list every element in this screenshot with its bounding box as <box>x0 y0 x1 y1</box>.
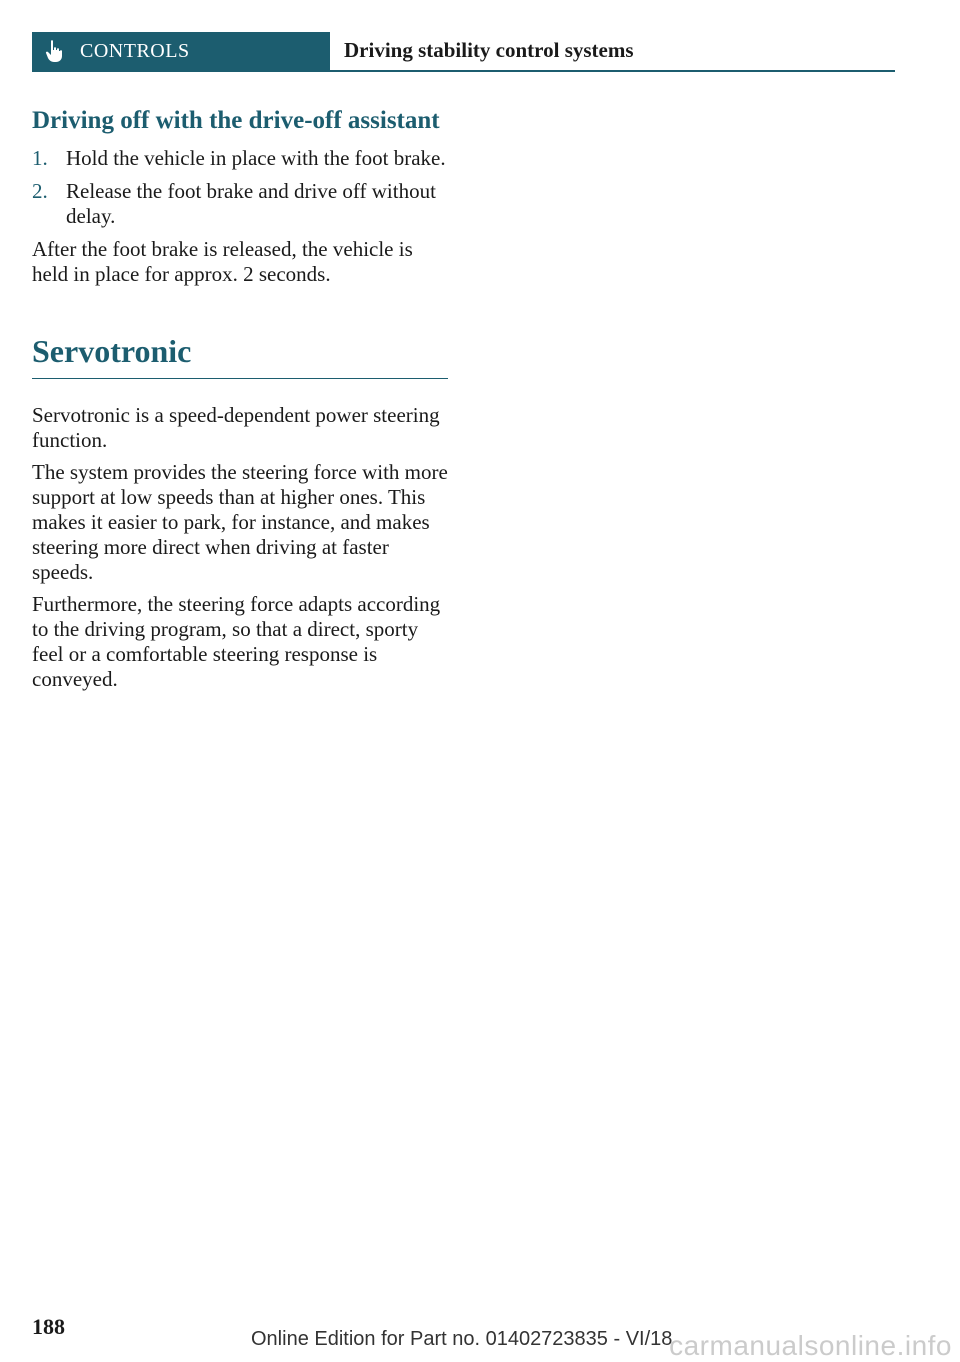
step-text: Release the foot brake and drive off without delay. <box>66 179 436 228</box>
edition-note: Online Edition for Part no. 01402723835 - VI/18 <box>251 1328 673 1350</box>
step-number: 1. <box>32 146 48 170</box>
step-text: Hold the vehicle in place with the foot brake. <box>66 146 446 170</box>
list-item <box>32 146 448 171</box>
paragraph: The system provides the steering force with more support at low speeds than at higher ones. This makes it easier to park, for instance, and makes steering more direct when driving at faster speeds. <box>32 460 448 584</box>
watermark: carmanualsonline.info <box>669 1330 952 1361</box>
paragraph: Furthermore, the steering force adapts according to the driving program, so that a direct, sporty feel or a comfortable steering response is conveyed. <box>32 592 441 691</box>
list-item <box>32 179 448 229</box>
section-label: CONTROLS <box>80 39 190 62</box>
drive-off-note: After the foot brake is released, the vehicle is held in place for approx. 2 seconds. <box>32 237 413 286</box>
servotronic-body <box>32 403 448 692</box>
page-number: 188 <box>32 1314 65 1339</box>
section-tab <box>32 32 330 70</box>
page-header <box>32 32 895 72</box>
drive-off-heading: Driving off with the drive-off assistant <box>32 107 440 134</box>
servotronic-title: Servotronic <box>32 333 448 379</box>
step-number: 2. <box>32 179 48 203</box>
paragraph: Servotronic is a speed-dependent power steering function. <box>32 403 440 452</box>
drive-off-steps <box>32 146 448 229</box>
chapter-title: Driving stability control systems <box>344 38 634 62</box>
main-column <box>32 106 448 699</box>
pointing-hand-icon <box>42 39 66 63</box>
